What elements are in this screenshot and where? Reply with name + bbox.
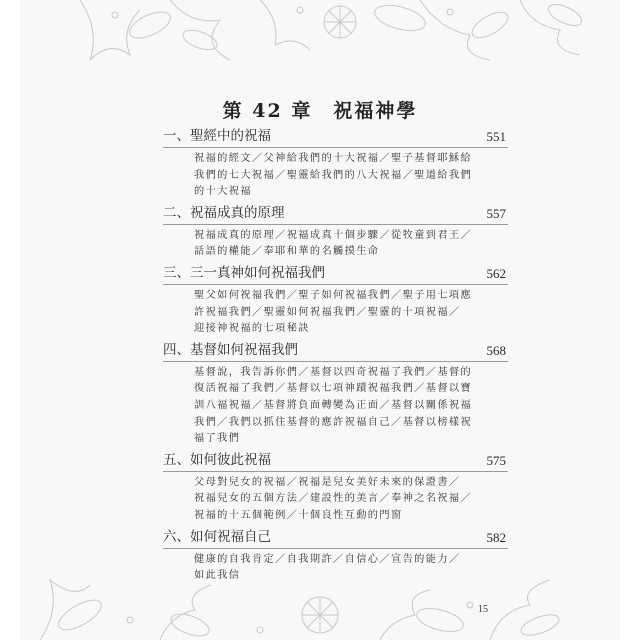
toc-section-heading-row: [163, 203, 508, 225]
toc-section: [163, 450, 508, 525]
section-heading: 二、祝福成真的原理: [163, 204, 285, 221]
section-topics: [163, 225, 508, 261]
topic-line: 如此我信: [194, 570, 241, 582]
topic-line: 迎接神祝福的七項秘訣: [194, 323, 310, 335]
topic-line: 福了我們: [194, 433, 241, 445]
section-topics: [163, 472, 508, 525]
section-page-number: 575: [486, 452, 506, 468]
toc-section-heading-row: [163, 126, 508, 148]
topic-line: 許祝福我們／聖靈如何祝福我們／聖靈的十項祝福／: [194, 306, 461, 318]
table-of-contents: [163, 126, 508, 587]
toc-section: [163, 203, 508, 261]
topic-line: 我們／我們以抓住基督的應許祝福自己／基督以榜樣祝: [194, 416, 473, 428]
toc-section-heading-row: [163, 527, 508, 549]
section-topics: [163, 549, 508, 585]
section-topics: [163, 148, 508, 201]
topic-line: 我們的七大祝福／聖靈給我們的八大祝福／聖道給我們: [194, 169, 473, 181]
topic-line: 祝福的經文／父神給我們的十大祝福／聖子基督耶穌給: [194, 153, 473, 164]
section-page-number: 557: [486, 205, 506, 221]
section-heading: 六、如何祝福自己: [163, 528, 271, 545]
section-heading: 三、三一真神如何祝福我們: [163, 264, 325, 281]
toc-section: [163, 340, 508, 448]
topic-line: 祝福的十五個範例／十個良性互動的門窗: [194, 509, 403, 521]
toc-section-heading-row: [163, 340, 508, 362]
toc-section: [163, 527, 508, 585]
topic-line: 父母對兒女的祝福／祝福是兒女美好未來的保證書／: [194, 476, 461, 488]
toc-section: [163, 126, 508, 201]
topic-line: 基督說，我告訴你們／基督以四奇祝福了我們／基督的: [194, 366, 473, 378]
section-topics: [163, 362, 508, 448]
section-heading: 五、如何彼此祝福: [163, 451, 271, 468]
book-page: [20, 0, 620, 640]
toc-section-heading-row: [163, 450, 508, 472]
topic-line: 祝福成真的原理／祝福成真十個步驟／從牧童到君王／: [194, 229, 473, 241]
section-topics: [163, 285, 508, 338]
toc-section-heading-row: [163, 263, 508, 285]
toc-section: [163, 263, 508, 338]
section-page-number: 562: [486, 265, 506, 281]
topic-line: 的十大祝福: [194, 186, 252, 198]
topic-line: 復活祝福了我們／基督以七項神蹟祝福我們／基督以寶: [194, 383, 473, 395]
topic-line: 健康的自我肯定／自我期許／自信心／宣告的能力／: [194, 553, 461, 565]
topic-line: 訓八福祝福／基督將負面轉變為正面／基督以關係祝福: [194, 399, 473, 411]
section-heading: 四、基督如何祝福我們: [163, 341, 298, 358]
section-page-number: 582: [486, 529, 506, 545]
floral-decoration-top: [20, 0, 620, 70]
section-page-number: 551: [486, 129, 506, 144]
topic-line: 話語的權能／奉耶和華的名觸摸生命: [194, 246, 380, 258]
chapter-title: 第 42 章 祝福神學: [222, 100, 418, 122]
page-number: 15: [478, 604, 488, 615]
topic-line: 祝福兒女的五個方法／建設性的美言／奉神之名祝福／: [194, 493, 473, 505]
section-page-number: 568: [486, 342, 506, 358]
topic-line: 聖父如何祝福我們／聖子如何祝福我們／聖子用七項應: [194, 289, 473, 301]
section-heading: 一、聖經中的祝福: [163, 128, 271, 144]
